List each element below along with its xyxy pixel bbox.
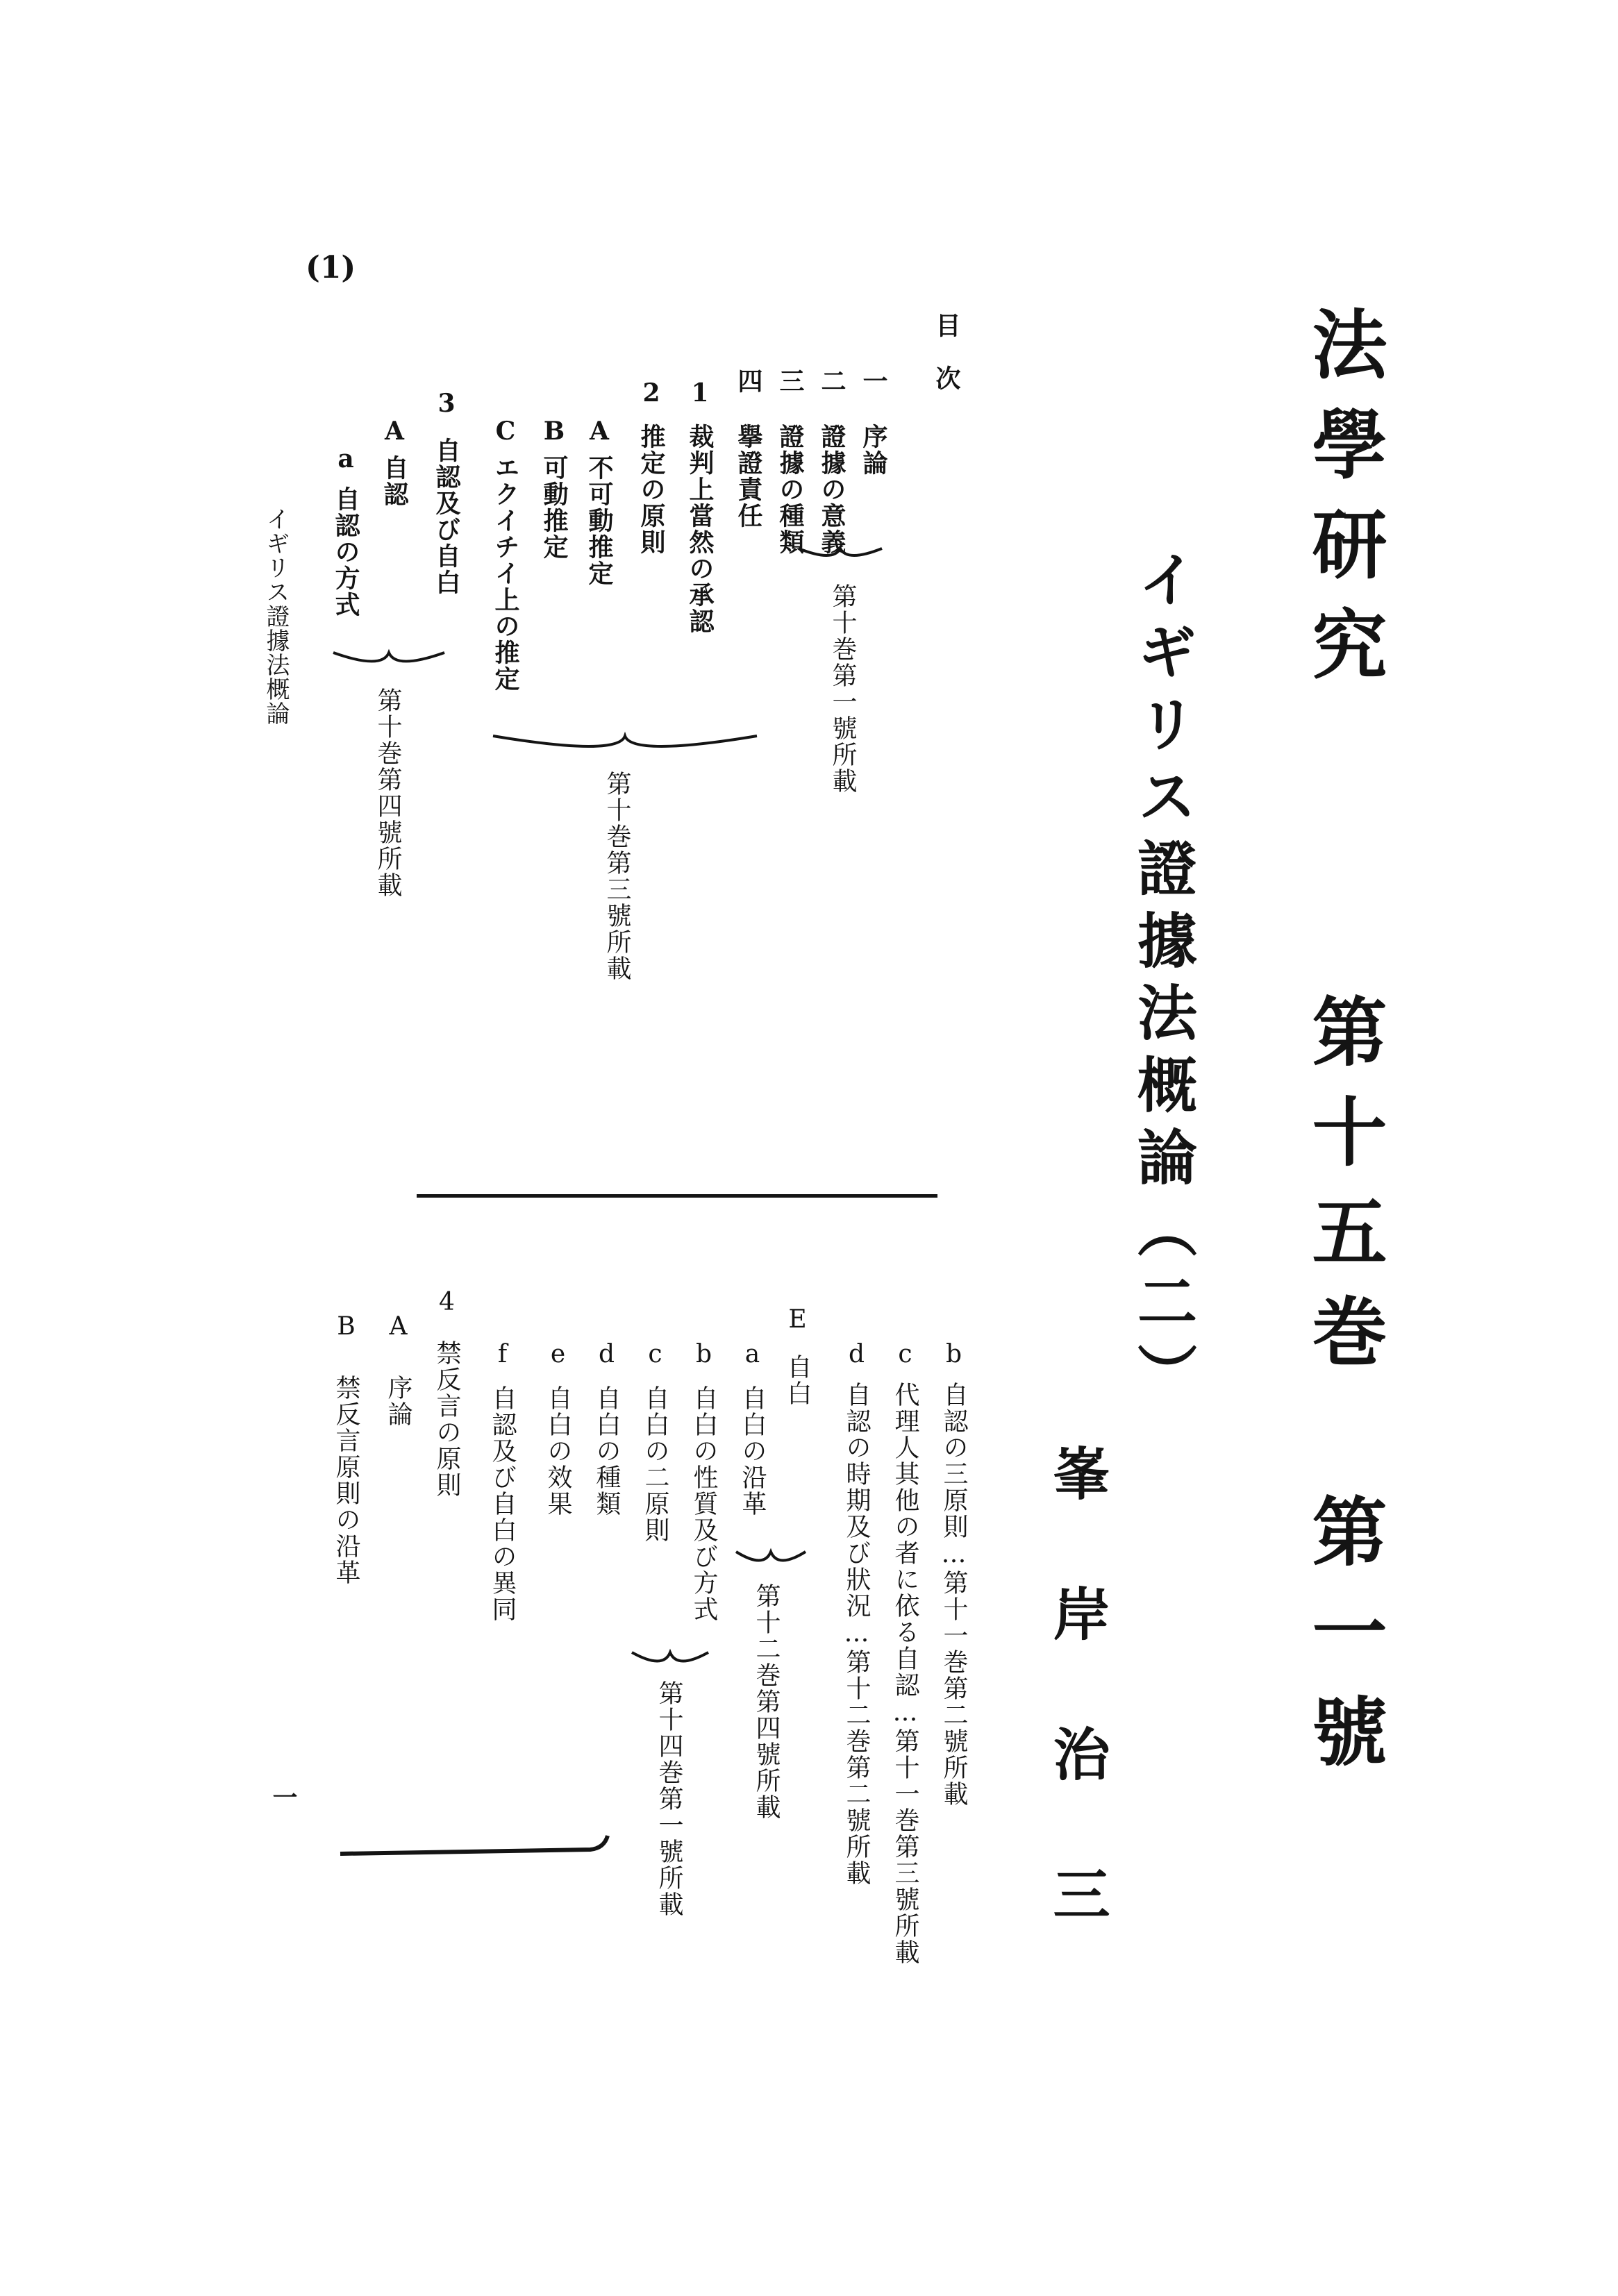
toc-item-19-text: 自白の二原則 [641,1385,669,1543]
toc-item-24-num: A [384,1312,412,1342]
folio-number: 一 [269,1784,298,1811]
article-author: 峯岸治三 [1044,1444,1110,2005]
source-vol14-no1: 第十四巻第一號所載 [655,1680,683,1918]
toc-item-14-num: c [891,1340,919,1370]
toc-item-16-text: 自白 [783,1354,812,1407]
source-vol10-no4: 第十巻第四號所載 [374,687,402,898]
journal-title: 法學研究 [1299,305,1387,705]
toc-item-18-num: b [690,1340,718,1370]
running-footer: イギリス證據法概論 [262,507,290,726]
source-vol10-no1: 第十巻第一號所載 [828,583,857,794]
toc-item-1-num: 一 [859,368,888,394]
toc-item-7-num: A [585,417,614,447]
toc-item-17-text: 自白の沿革 [738,1385,767,1517]
toc-item-6-text: 推定の原則 [637,424,666,555]
toc-item-2-text: 證據の意義 [817,424,846,555]
toc-item-3-num: 三 [776,368,805,394]
toc-item-21-text: 自白の效果 [544,1385,572,1517]
toc-item-25-text: 禁反言原則の沿革 [332,1375,360,1586]
toc-item-4-text: 擧證責任 [734,424,763,529]
toc-item-16-num: E [783,1305,812,1335]
journal-issue: 第十五巻 第一號 [1299,993,1387,1793]
toc-item-15-num: d [842,1340,871,1370]
toc-item-8-text: 可動推定 [540,455,569,560]
bracket-vol12-no4 [729,1545,812,1586]
toc-item-23-text: 禁反言の原則 [433,1340,461,1498]
bracket-vol10-no3 [486,729,764,771]
toc-item-11-text: 自認 [380,455,409,508]
toc-item-20-text: 自白の種類 [592,1385,621,1517]
toc-item-25-num: B [332,1312,360,1342]
toc-item-23-num: 4 [433,1288,461,1318]
toc-heading: 目 次 [932,312,961,392]
toc-item-10-num: 3 [432,389,461,419]
toc-item-8-num: B [540,417,569,447]
toc-item-22-text: 自認及び自白の異同 [488,1385,517,1623]
page-number: (1) [306,250,356,285]
toc-item-5-text: 裁判上當然の承認 [685,424,715,635]
toc-item-18-text: 自白の性質及び方式 [690,1385,718,1623]
source-vol12-no4: 第十二巻第四號所載 [752,1583,781,1820]
toc-item-5-num: 1 [685,378,715,409]
toc-item-1-text: 序論 [859,424,888,476]
toc-item-17-num: a [738,1340,767,1370]
bracket-vol10-no1 [792,542,889,583]
toc-item-22-num: f [488,1340,517,1370]
toc-item-6-num: 2 [637,378,666,409]
toc-item-3-text: 證據の種類 [776,424,805,555]
toc-item-13-num: b [940,1340,968,1370]
toc-item-2-num: 二 [817,368,846,394]
toc-item-24-text: 序論 [384,1375,412,1427]
section-divider [417,1194,937,1198]
toc-item-12-num: a [331,444,360,475]
toc-item-7-text: 不可動推定 [585,455,614,587]
toc-item-9-text: エクイチイ上の推定 [491,455,520,692]
bracket-vol10-no4 [326,646,451,687]
toc-item-9-num: C [491,417,520,447]
toc-item-10-text: 自認及び自白 [432,437,461,596]
toc-item-4-num: 四 [734,368,763,394]
article-title: イギリス證據法概論（二） [1127,548,1197,1415]
toc-item-12-text: 自認の方式 [331,486,360,618]
closing-flourish [333,1833,611,1861]
toc-item-19-num: c [641,1340,669,1370]
toc-item-13-text: 自認の三原則…第十一巻第二號所載 [940,1382,968,1807]
toc-item-21-num: e [544,1340,572,1370]
toc-item-15-text: 自認の時期及び狀況…第十二巻第二號所載 [842,1382,871,1886]
toc-item-20-num: d [592,1340,621,1370]
toc-item-14-text: 代理人其他の者に依る自認…第十一巻第三號所載 [891,1382,919,1966]
toc-item-11-num: A [380,417,409,447]
source-vol10-no3: 第十巻第三號所載 [603,771,631,982]
